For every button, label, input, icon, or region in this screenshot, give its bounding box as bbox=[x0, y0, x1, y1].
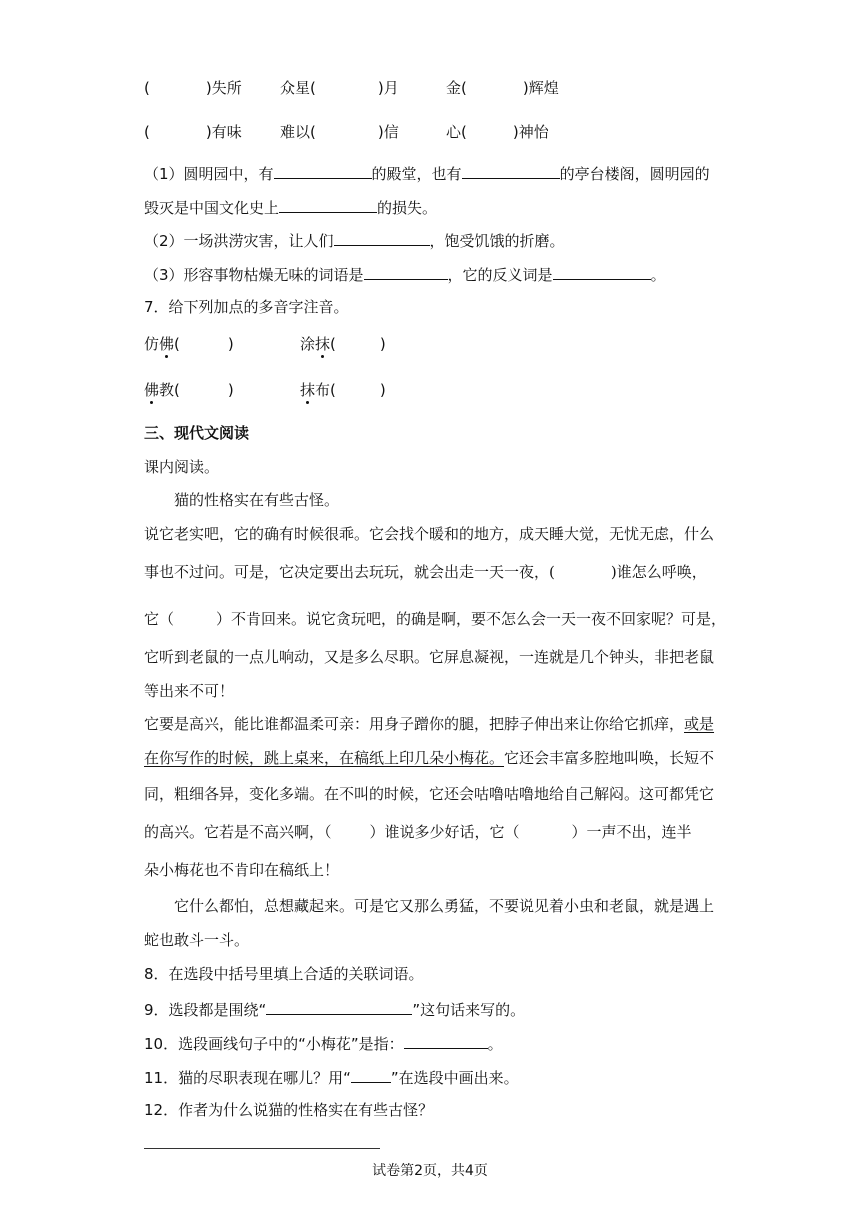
question-12: 12．作者为什么说猫的性格实在有些古怪？ bbox=[144, 1101, 434, 1119]
question-8: 8．在选段中括号里填上合适的关联词语。 bbox=[144, 965, 424, 983]
passage-line: 事也不过问。可是，它决定要出去玩玩，就会出走一天一夜，( )谁怎么呼唤， bbox=[144, 563, 707, 581]
passage-line: 说它老实吧，它的确有时候很乖。它会找个暖和的地方，成天睡大觉，无忧无虑，什么 bbox=[144, 525, 715, 543]
section-subheading: 课内阅读。 bbox=[144, 458, 220, 476]
answer-blank[interactable] bbox=[279, 196, 377, 213]
answer-blank[interactable] bbox=[274, 162, 372, 179]
q7-item-3: 佛教( ) bbox=[144, 381, 234, 399]
passage-line: 它什么都怕，总想藏起来。可是它又那么勇猛，不要说见着小虫和老鼠，就是遇上 bbox=[174, 897, 715, 915]
fill-q1-line1: （1）圆明园中，有 的殿堂，也有 的亭台楼阁，圆明园的 bbox=[144, 162, 710, 184]
passage-line: 朵小梅花也不肯印在稿纸上！ bbox=[144, 861, 340, 879]
question-10: 10．选段画线句子中的“小梅花”是指： 。 bbox=[144, 1032, 503, 1054]
passage-line: 它要是高兴，能比谁都温柔可亲：用身子蹭你的腿，把脖子伸出来让你给它抓痒，或是 bbox=[144, 715, 715, 733]
idiom-2-1: ( )有味 bbox=[144, 123, 242, 141]
question-7-title: 7．给下列加点的多音字注音。 bbox=[144, 298, 349, 316]
answer-line[interactable] bbox=[144, 1148, 380, 1149]
passage-p1: 猫的性格实在有些古怪。 bbox=[174, 491, 340, 509]
passage-line: 等出来不可！ bbox=[144, 682, 235, 700]
question-11: 11．猫的尽职表现在哪儿？用“ ”在选段中画出来。 bbox=[144, 1066, 519, 1088]
passage-line: 它（ ）不肯回来。说它贪玩吧，的确是啊，要不怎么会一天一夜不回家呢？可是， bbox=[144, 610, 727, 628]
passage-line: 在你写作的时候，跳上桌来，在稿纸上印几朵小梅花。它还会丰富多腔地叫唤，长短不 bbox=[144, 749, 715, 767]
section-heading: 三、现代文阅读 bbox=[144, 424, 250, 442]
idiom-1-2: 众星( )月 bbox=[280, 79, 399, 97]
underlined-sentence: 或是 bbox=[684, 715, 715, 733]
answer-blank[interactable] bbox=[266, 998, 412, 1015]
passage-line: 同，粗细各异，变化多端。在不叫的时候，它还会咕噜咕噜地给自己解闷。这可都凭它 bbox=[144, 785, 715, 803]
passage-line: 蛇也敢斗一斗。 bbox=[144, 931, 250, 949]
underline-sample bbox=[351, 1066, 391, 1083]
fill-q3: （3）形容事物枯燥无味的词语是 ，它的反义词是 。 bbox=[144, 263, 666, 285]
idiom-2-3: 心( )神怡 bbox=[446, 123, 549, 141]
answer-blank[interactable] bbox=[553, 263, 651, 280]
answer-blank[interactable] bbox=[334, 229, 430, 246]
idiom-2-2: 难以( )信 bbox=[280, 123, 399, 141]
q7-item-2: 涂抹( ) bbox=[300, 335, 386, 353]
answer-blank[interactable] bbox=[364, 263, 448, 280]
page-footer: 试卷第2页，共4页 bbox=[372, 1163, 488, 1179]
underlined-sentence: 在你写作的时候，跳上桌来，在稿纸上印几朵小梅花。 bbox=[144, 749, 505, 767]
passage-line: 它听到老鼠的一点儿响动，又是多么尽职。它屏息凝视，一连就是几个钟头，非把老鼠 bbox=[144, 648, 715, 666]
idiom-1-3: 金( )辉煌 bbox=[446, 79, 559, 97]
fill-q1-line2: 毁灭是中国文化史上 的损失。 bbox=[144, 196, 437, 218]
question-9: 9．选段都是围绕“ ”这句话来写的。 bbox=[144, 998, 525, 1020]
q7-item-1: 仿佛( ) bbox=[144, 335, 234, 353]
passage-line: 的高兴。它若是不高兴啊，（ ）谁说多少好话，它（ ）一声不出，连半 bbox=[144, 823, 692, 841]
q7-item-4: 抹布( ) bbox=[300, 381, 386, 399]
fill-q2: （2）一场洪涝灾害，让人们 ，饱受饥饿的折磨。 bbox=[144, 229, 565, 251]
answer-blank[interactable] bbox=[404, 1032, 488, 1049]
answer-blank[interactable] bbox=[462, 162, 560, 179]
idiom-1-1: ( )失所 bbox=[144, 79, 242, 97]
